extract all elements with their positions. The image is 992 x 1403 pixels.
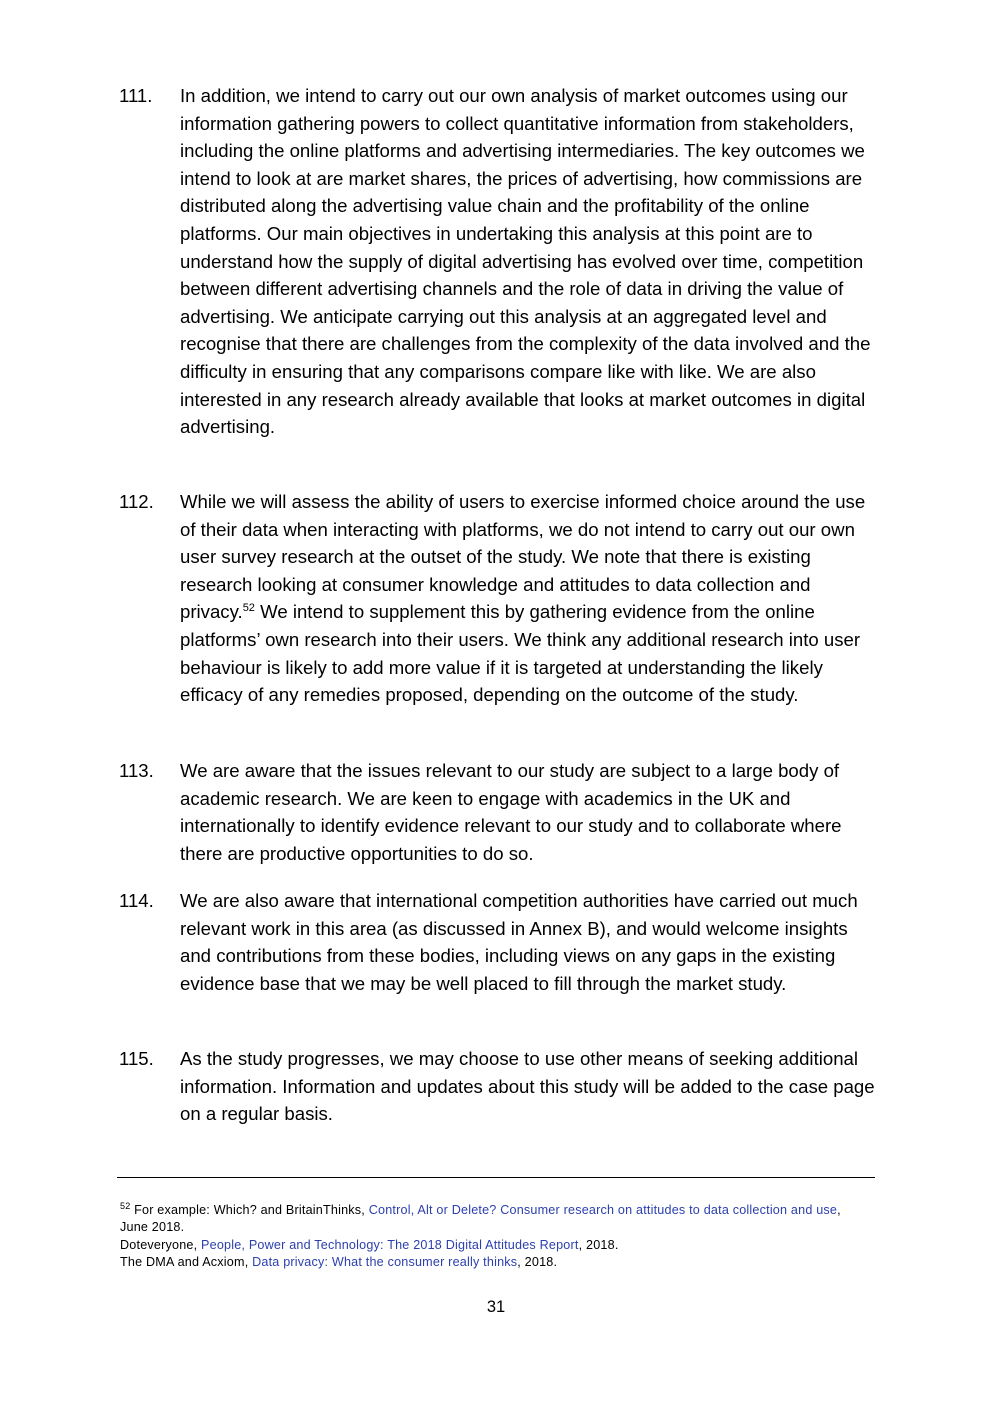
footnote-text: For example: Which? and BritainThinks, (130, 1203, 369, 1217)
paragraph-114 (119, 887, 879, 997)
paragraph-number: 113. (119, 760, 154, 781)
paragraph-text-part: We intend to supplement this by gathering evidence from the online platforms’ own research into their users. We think any additional research into user behaviour is likely to add more value if it is targeted at understanding the likely efficacy of any remedies proposed, depending on the outcome of the study. (180, 601, 861, 706)
paragraph-text-part: While we will assess the ability of users to exercise informed choice around the use of their data when interacting with platforms, we do not intend to carry out our own user survey research at the outset of the study. We note that there is existing research looking at consumer knowledge and attitudes to data collection and privacy. (180, 491, 866, 623)
paragraph-number: 111. (119, 85, 153, 106)
paragraph-111 (119, 82, 879, 441)
paragraph-text: In addition, we intend to carry out our own analysis of market outcomes using our information gathering powers to collect quantitative information from stakeholders, including the online platforms and advertising intermediaries. The key outcomes we intend to look at are market shares, the prices of advertising, how commissions are distributed along the advertising value chain and the profitability of the online platforms. Our main objectives in undertaking this analysis at this point are to understand how the supply of digital advertising has evolved over time, competition between different advertising channels and the role of data in driving the value of advertising. We anticipate carrying out this analysis at an aggregated level and recognise that there are challenges from the complexity of the data involved and the difficulty in ensuring that any comparisons compare like with like. We are also interested in any research already available that looks at market outcomes in digital advertising. (180, 85, 871, 438)
footnote-text: , 2018. (517, 1255, 558, 1270)
paragraph-115 (119, 1045, 879, 1128)
footnote-text: , 2018. (578, 1237, 619, 1252)
paragraph-number: 115. (119, 1048, 154, 1069)
footnotes (120, 1202, 860, 1272)
footnote-reference[interactable]: 52 (242, 602, 255, 615)
footnote-divider (117, 1177, 875, 1178)
paragraph-113 (119, 757, 879, 867)
footnote-line (120, 1254, 860, 1271)
paragraph-text: We are aware that the issues relevant to our study are subject to a large body of academic research. We are keen to engage with academics in the UK and internationally to identify evidence relevant to our study and to collaborate where there are productive opportunities to do so. (180, 760, 842, 864)
footnote-link-dma[interactable]: Data privacy: What the consumer really thinks (252, 1255, 518, 1270)
footnote-line (120, 1237, 860, 1254)
paragraph-text (180, 488, 879, 709)
page-number: 31 (486, 1298, 506, 1316)
paragraph-text: We are also aware that international competition authorities have carried out much relevant work in this area (as discussed in Annex B), and would welcome insights and contributions from these bodies, including views on any gaps in the existing evidence base that we may be well placed to fill through the market study. (180, 890, 858, 994)
footnote-line (120, 1202, 860, 1237)
footnote-text: Doteveryone, (120, 1237, 202, 1252)
paragraph-112 (119, 488, 879, 709)
footnote-text: The DMA and Acxiom, (120, 1255, 253, 1270)
paragraph-number: 112. (119, 491, 154, 512)
paragraph-number: 114. (119, 890, 154, 911)
paragraph-text: As the study progresses, we may choose to use other means of seeking additional information. Information and updates about this study will be added to the case page on a regular basis. (180, 1048, 875, 1125)
footnote-link-which[interactable]: Control, Alt or Delete? Consumer research on attitudes to data collection and use (368, 1203, 838, 1217)
footnote-link-doteveryone[interactable]: People, Power and Technology: The 2018 Digital Attitudes Report (201, 1237, 579, 1252)
footnote-text: , June 2018. (120, 1203, 841, 1235)
footnote-number: 52 (120, 1201, 131, 1211)
